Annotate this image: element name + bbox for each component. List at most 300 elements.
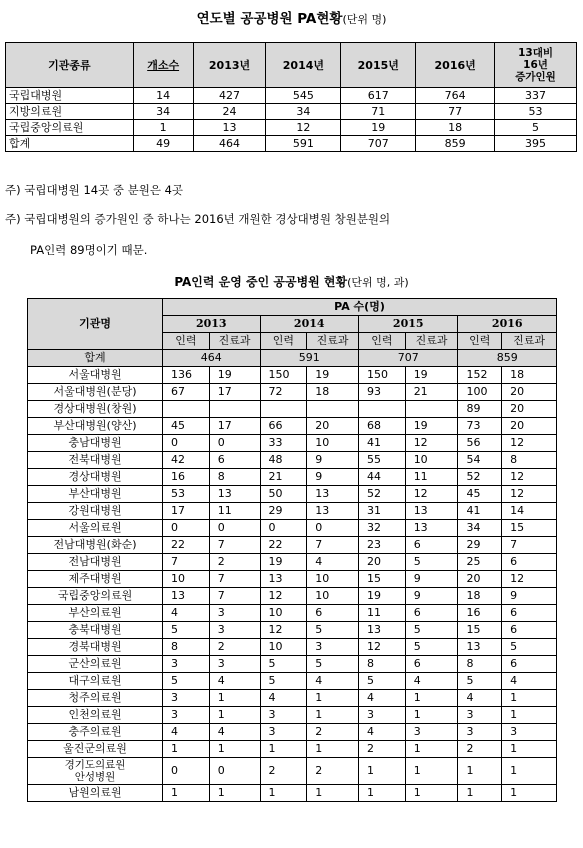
value-dept-2015: 4 — [405, 673, 458, 690]
table2-title — [0, 273, 583, 290]
value-staff-2014: 5 — [260, 656, 307, 673]
value-dept-2013: 3 — [209, 656, 260, 673]
row-2014: 12 — [266, 120, 341, 136]
value-staff-2014: 1 — [260, 785, 307, 802]
value-staff-2013: 5 — [163, 673, 210, 690]
value-staff-2016: 2 — [458, 741, 502, 758]
col-header-type: 기관종류 — [6, 43, 134, 88]
value-staff-2016: 8 — [458, 656, 502, 673]
value-staff-2014: 50 — [260, 486, 307, 503]
value-dept-2013: 4 — [209, 724, 260, 741]
value-dept-2014: 4 — [307, 554, 359, 571]
table-row — [28, 785, 557, 802]
value-staff-2014: 12 — [260, 622, 307, 639]
hospital-name: 인천의료원 — [28, 707, 163, 724]
hospital-name: 부산대병원(양산) — [28, 418, 163, 435]
value-dept-2013: 17 — [209, 418, 260, 435]
value-staff-2015: 3 — [358, 707, 405, 724]
value-dept-2013: 4 — [209, 673, 260, 690]
table-row — [28, 503, 557, 520]
value-staff-2014: 12 — [260, 588, 307, 605]
value-dept-2015: 1 — [405, 690, 458, 707]
value-dept-2013: 7 — [209, 537, 260, 554]
value-dept-2015: 3 — [405, 724, 458, 741]
value-dept-2014: 9 — [307, 452, 359, 469]
value-dept-2015: 19 — [405, 367, 458, 384]
title-unit: (단위 명) — [342, 13, 387, 26]
row-increase: 5 — [495, 120, 577, 136]
table-row — [6, 88, 577, 104]
value-staff-2016: 54 — [458, 452, 502, 469]
value-dept-2015: 11 — [405, 469, 458, 486]
value-dept-2013: 6 — [209, 452, 260, 469]
hospital-name: 남원의료원 — [28, 785, 163, 802]
value-staff-2013 — [163, 401, 210, 418]
value-dept-2016: 1 — [502, 741, 557, 758]
table-row — [28, 605, 557, 622]
table-row — [28, 537, 557, 554]
value-dept-2014: 13 — [307, 486, 359, 503]
value-dept-2016: 1 — [502, 707, 557, 724]
value-dept-2013: 7 — [209, 588, 260, 605]
value-dept-2014: 9 — [307, 469, 359, 486]
table-row — [28, 639, 557, 656]
value-staff-2014: 21 — [260, 469, 307, 486]
value-dept-2015: 9 — [405, 571, 458, 588]
hospital-name: 서울대병원(분당) — [28, 384, 163, 401]
pa-hospital-table — [27, 298, 557, 802]
table-row — [28, 724, 557, 741]
value-dept-2016: 1 — [502, 785, 557, 802]
year-header-2015: 2015 — [358, 316, 458, 333]
value-dept-2013: 0 — [209, 758, 260, 785]
sub-header-staff: 인력 — [358, 333, 405, 350]
value-dept-2014 — [307, 401, 359, 418]
table-row — [28, 384, 557, 401]
value-dept-2013: 8 — [209, 469, 260, 486]
value-staff-2015: 1 — [358, 785, 405, 802]
col-header-count: 개소수 — [133, 43, 193, 88]
value-staff-2015: 5 — [358, 673, 405, 690]
row-2016: 859 — [416, 136, 495, 152]
hospital-name: 전남대병원(화순) — [28, 537, 163, 554]
value-staff-2016: 56 — [458, 435, 502, 452]
col-header-2016: 2016년 — [416, 43, 495, 88]
value-staff-2016: 25 — [458, 554, 502, 571]
row-name: 국립대병원 — [6, 88, 134, 104]
value-staff-2015: 55 — [358, 452, 405, 469]
note-2: 주) 국립대병원의 증가원인 중 하나는 2016년 개원한 경상대병원 창원분원의 — [5, 212, 391, 226]
value-dept-2015: 10 — [405, 452, 458, 469]
value-dept-2013: 0 — [209, 520, 260, 537]
value-staff-2014: 0 — [260, 520, 307, 537]
value-dept-2013: 1 — [209, 690, 260, 707]
value-dept-2015: 6 — [405, 656, 458, 673]
hospital-name: 전북대병원 — [28, 452, 163, 469]
row-name: 합계 — [6, 136, 134, 152]
value-staff-2013: 0 — [163, 758, 210, 785]
value-dept-2016: 9 — [502, 588, 557, 605]
value-staff-2014: 33 — [260, 435, 307, 452]
value-staff-2015: 11 — [358, 605, 405, 622]
value-dept-2016: 6 — [502, 622, 557, 639]
row-2014: 591 — [266, 136, 341, 152]
row-2013: 427 — [193, 88, 266, 104]
value-staff-2013: 42 — [163, 452, 210, 469]
value-staff-2014: 22 — [260, 537, 307, 554]
value-dept-2016: 4 — [502, 673, 557, 690]
value-dept-2016: 15 — [502, 520, 557, 537]
value-staff-2016: 34 — [458, 520, 502, 537]
value-dept-2015: 21 — [405, 384, 458, 401]
value-staff-2014: 2 — [260, 758, 307, 785]
value-dept-2015: 5 — [405, 639, 458, 656]
value-dept-2016: 7 — [502, 537, 557, 554]
table-row — [28, 622, 557, 639]
value-staff-2015: 32 — [358, 520, 405, 537]
value-staff-2016: 3 — [458, 707, 502, 724]
hospital-name: 서울대병원 — [28, 367, 163, 384]
value-dept-2015: 13 — [405, 520, 458, 537]
value-dept-2015: 12 — [405, 486, 458, 503]
row-increase: 337 — [495, 88, 577, 104]
hospital-name: 경상대병원(창원) — [28, 401, 163, 418]
title-text: 연도별 공공병원 PA현황 — [196, 11, 343, 27]
value-dept-2016: 20 — [502, 384, 557, 401]
value-staff-2016: 5 — [458, 673, 502, 690]
value-staff-2016: 1 — [458, 758, 502, 785]
value-dept-2016: 1 — [502, 690, 557, 707]
value-staff-2014: 19 — [260, 554, 307, 571]
value-dept-2016: 5 — [502, 639, 557, 656]
table-header-row — [6, 43, 577, 88]
value-staff-2015: 8 — [358, 656, 405, 673]
value-dept-2015: 1 — [405, 758, 458, 785]
row-2015: 707 — [341, 136, 416, 152]
row-count: 1 — [133, 120, 193, 136]
row-increase: 395 — [495, 136, 577, 152]
year-header-2016: 2016 — [458, 316, 557, 333]
value-dept-2016: 6 — [502, 554, 557, 571]
value-staff-2013: 4 — [163, 724, 210, 741]
document-title — [0, 7, 583, 27]
value-dept-2015 — [405, 401, 458, 418]
hospital-name: 경기도의료원 안성병원 — [28, 758, 163, 785]
value-dept-2014: 1 — [307, 690, 359, 707]
value-staff-2014: 10 — [260, 639, 307, 656]
total-label: 합계 — [28, 350, 163, 367]
value-dept-2014: 5 — [307, 622, 359, 639]
value-staff-2013: 22 — [163, 537, 210, 554]
value-staff-2016: 45 — [458, 486, 502, 503]
row-2015: 617 — [341, 88, 416, 104]
value-staff-2013: 17 — [163, 503, 210, 520]
value-dept-2016: 18 — [502, 367, 557, 384]
table-header-row — [28, 299, 557, 316]
row-2014: 545 — [266, 88, 341, 104]
row-2013: 24 — [193, 104, 266, 120]
row-2016: 764 — [416, 88, 495, 104]
value-dept-2014: 6 — [307, 605, 359, 622]
value-staff-2014: 29 — [260, 503, 307, 520]
row-count: 14 — [133, 88, 193, 104]
table-row — [6, 104, 577, 120]
table-row — [28, 707, 557, 724]
col-header-pa: PA 수(명) — [163, 299, 557, 316]
sub-header-staff: 인력 — [458, 333, 502, 350]
table-row — [28, 401, 557, 418]
total-2015: 707 — [358, 350, 458, 367]
value-dept-2015: 6 — [405, 605, 458, 622]
value-staff-2013: 1 — [163, 785, 210, 802]
hospital-name: 충북대병원 — [28, 622, 163, 639]
value-staff-2015: 1 — [358, 758, 405, 785]
value-dept-2015: 5 — [405, 554, 458, 571]
hospital-name: 부산의료원 — [28, 605, 163, 622]
total-2013: 464 — [163, 350, 260, 367]
value-staff-2015: 68 — [358, 418, 405, 435]
value-staff-2015: 4 — [358, 724, 405, 741]
table-row — [28, 469, 557, 486]
hospital-name: 서울의료원 — [28, 520, 163, 537]
value-staff-2015: 20 — [358, 554, 405, 571]
value-dept-2015: 13 — [405, 503, 458, 520]
table-row — [28, 435, 557, 452]
value-dept-2015: 1 — [405, 741, 458, 758]
table-row — [28, 690, 557, 707]
hospital-name: 청주의료원 — [28, 690, 163, 707]
value-dept-2016: 6 — [502, 656, 557, 673]
value-dept-2015: 1 — [405, 707, 458, 724]
value-staff-2013: 1 — [163, 741, 210, 758]
value-staff-2014: 48 — [260, 452, 307, 469]
value-dept-2016: 6 — [502, 605, 557, 622]
hospital-name: 울진군의료원 — [28, 741, 163, 758]
value-staff-2015: 15 — [358, 571, 405, 588]
value-dept-2015: 1 — [405, 785, 458, 802]
value-staff-2013: 0 — [163, 435, 210, 452]
table-row — [6, 120, 577, 136]
value-staff-2015: 150 — [358, 367, 405, 384]
value-staff-2015 — [358, 401, 405, 418]
value-dept-2013: 3 — [209, 605, 260, 622]
value-dept-2013: 1 — [209, 741, 260, 758]
value-staff-2015: 23 — [358, 537, 405, 554]
value-dept-2016: 1 — [502, 758, 557, 785]
value-dept-2016: 12 — [502, 486, 557, 503]
col-header-name: 기관명 — [28, 299, 163, 350]
value-dept-2016: 12 — [502, 469, 557, 486]
value-staff-2016: 152 — [458, 367, 502, 384]
value-dept-2014: 2 — [307, 758, 359, 785]
col-header-2015: 2015년 — [341, 43, 416, 88]
value-staff-2013: 53 — [163, 486, 210, 503]
value-staff-2013: 10 — [163, 571, 210, 588]
value-staff-2014: 13 — [260, 571, 307, 588]
value-staff-2015: 52 — [358, 486, 405, 503]
value-dept-2013: 13 — [209, 486, 260, 503]
sub-header-dept: 진료과 — [209, 333, 260, 350]
table-row — [28, 741, 557, 758]
table-row — [6, 136, 577, 152]
value-dept-2014: 1 — [307, 741, 359, 758]
hospital-name: 경북대병원 — [28, 639, 163, 656]
row-2013: 464 — [193, 136, 266, 152]
value-dept-2015: 12 — [405, 435, 458, 452]
total-2016: 859 — [458, 350, 557, 367]
value-staff-2013: 3 — [163, 656, 210, 673]
value-staff-2015: 31 — [358, 503, 405, 520]
row-count: 34 — [133, 104, 193, 120]
value-dept-2014: 0 — [307, 520, 359, 537]
value-dept-2016: 20 — [502, 418, 557, 435]
value-staff-2015: 4 — [358, 690, 405, 707]
col-header-2013: 2013년 — [193, 43, 266, 88]
hospital-name: 충주의료원 — [28, 724, 163, 741]
value-staff-2016: 20 — [458, 571, 502, 588]
value-dept-2013: 7 — [209, 571, 260, 588]
hospital-name: 국립중앙의료원 — [28, 588, 163, 605]
col-header-2014: 2014년 — [266, 43, 341, 88]
value-dept-2013: 2 — [209, 554, 260, 571]
value-dept-2016: 12 — [502, 435, 557, 452]
value-staff-2013: 5 — [163, 622, 210, 639]
table-row — [28, 571, 557, 588]
value-dept-2013: 1 — [209, 707, 260, 724]
value-staff-2013: 7 — [163, 554, 210, 571]
value-staff-2014: 72 — [260, 384, 307, 401]
row-2015: 71 — [341, 104, 416, 120]
value-staff-2013: 0 — [163, 520, 210, 537]
value-staff-2016: 41 — [458, 503, 502, 520]
value-staff-2016: 4 — [458, 690, 502, 707]
sub-header-staff: 인력 — [163, 333, 210, 350]
table-row — [28, 758, 557, 785]
hospital-name: 군산의료원 — [28, 656, 163, 673]
value-staff-2016: 29 — [458, 537, 502, 554]
title-unit: (단위 명, 과) — [347, 276, 409, 289]
value-staff-2015: 13 — [358, 622, 405, 639]
value-dept-2016: 8 — [502, 452, 557, 469]
sub-header-dept: 진료과 — [502, 333, 557, 350]
value-dept-2013: 11 — [209, 503, 260, 520]
value-dept-2015: 6 — [405, 537, 458, 554]
value-staff-2013: 4 — [163, 605, 210, 622]
row-2014: 34 — [266, 104, 341, 120]
value-dept-2014: 5 — [307, 656, 359, 673]
value-dept-2015: 9 — [405, 588, 458, 605]
table-row — [28, 486, 557, 503]
yearly-pa-table — [5, 42, 577, 152]
value-dept-2013: 0 — [209, 435, 260, 452]
table-row — [28, 418, 557, 435]
value-staff-2016: 16 — [458, 605, 502, 622]
value-dept-2016: 14 — [502, 503, 557, 520]
hospital-name: 제주대병원 — [28, 571, 163, 588]
row-2015: 19 — [341, 120, 416, 136]
value-staff-2013: 45 — [163, 418, 210, 435]
value-staff-2016: 3 — [458, 724, 502, 741]
hospital-name: 부산대병원 — [28, 486, 163, 503]
sub-header-dept: 진료과 — [405, 333, 458, 350]
hospital-name: 강원대병원 — [28, 503, 163, 520]
value-staff-2015: 44 — [358, 469, 405, 486]
value-dept-2013: 1 — [209, 785, 260, 802]
value-staff-2013: 8 — [163, 639, 210, 656]
table-row — [28, 588, 557, 605]
row-name: 국립중앙의료원 — [6, 120, 134, 136]
value-staff-2013: 3 — [163, 690, 210, 707]
year-header-2014: 2014 — [260, 316, 358, 333]
value-staff-2013: 136 — [163, 367, 210, 384]
value-staff-2014 — [260, 401, 307, 418]
row-name: 지방의료원 — [6, 104, 134, 120]
value-staff-2015: 19 — [358, 588, 405, 605]
value-staff-2016: 15 — [458, 622, 502, 639]
value-dept-2016: 12 — [502, 571, 557, 588]
table-row — [28, 554, 557, 571]
value-staff-2014: 5 — [260, 673, 307, 690]
value-staff-2014: 3 — [260, 724, 307, 741]
value-staff-2016: 13 — [458, 639, 502, 656]
value-staff-2014: 3 — [260, 707, 307, 724]
value-staff-2014: 150 — [260, 367, 307, 384]
value-staff-2016: 1 — [458, 785, 502, 802]
table-row — [28, 367, 557, 384]
value-staff-2015: 93 — [358, 384, 405, 401]
value-staff-2015: 12 — [358, 639, 405, 656]
hospital-name: 대구의료원 — [28, 673, 163, 690]
value-dept-2014: 1 — [307, 785, 359, 802]
value-dept-2016: 20 — [502, 401, 557, 418]
table-row — [28, 452, 557, 469]
value-staff-2013: 16 — [163, 469, 210, 486]
row-2016: 18 — [416, 120, 495, 136]
value-dept-2014: 7 — [307, 537, 359, 554]
value-staff-2013: 13 — [163, 588, 210, 605]
row-increase: 53 — [495, 104, 577, 120]
table-row — [28, 656, 557, 673]
total-2014: 591 — [260, 350, 358, 367]
value-dept-2014: 18 — [307, 384, 359, 401]
value-staff-2016: 52 — [458, 469, 502, 486]
value-staff-2014: 10 — [260, 605, 307, 622]
note-1: 주) 국립대병원 14곳 중 분원은 4곳 — [5, 183, 184, 197]
value-dept-2013: 17 — [209, 384, 260, 401]
value-staff-2013: 3 — [163, 707, 210, 724]
value-dept-2016: 3 — [502, 724, 557, 741]
value-dept-2015: 19 — [405, 418, 458, 435]
value-dept-2014: 10 — [307, 435, 359, 452]
row-count: 49 — [133, 136, 193, 152]
value-staff-2015: 2 — [358, 741, 405, 758]
total-row — [28, 350, 557, 367]
value-dept-2014: 10 — [307, 571, 359, 588]
value-dept-2013: 2 — [209, 639, 260, 656]
value-staff-2016: 100 — [458, 384, 502, 401]
table-row — [28, 673, 557, 690]
value-staff-2015: 41 — [358, 435, 405, 452]
value-dept-2014: 19 — [307, 367, 359, 384]
value-staff-2014: 1 — [260, 741, 307, 758]
value-dept-2014: 1 — [307, 707, 359, 724]
note-2-continued: PA인력 89명이기 때문. — [30, 243, 148, 257]
value-dept-2014: 4 — [307, 673, 359, 690]
value-staff-2016: 18 — [458, 588, 502, 605]
value-dept-2014: 10 — [307, 588, 359, 605]
sub-header-staff: 인력 — [260, 333, 307, 350]
value-staff-2013: 67 — [163, 384, 210, 401]
